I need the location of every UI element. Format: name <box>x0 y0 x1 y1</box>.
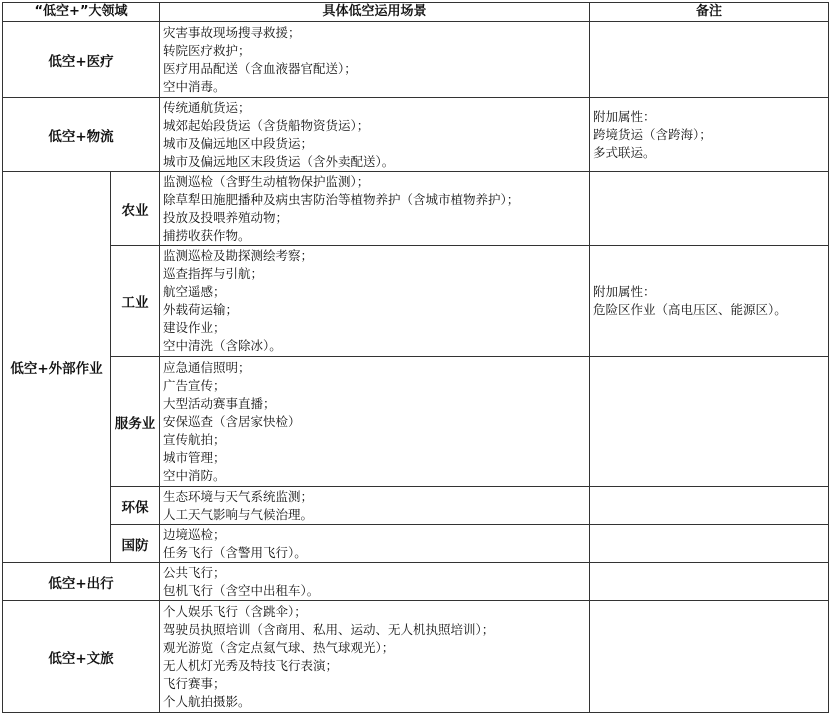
cell-line: 投放及投喂养殖动物； <box>163 209 289 225</box>
sub-agriculture: 农业 <box>111 172 160 246</box>
cell-line: 城市及偏远地区末段货运（含外卖配送）。 <box>163 153 395 169</box>
cell-line: 驾驶员执照培训（含商用、私用、运动、无人机执照培训）； <box>163 621 495 637</box>
cell-line: 转院医疗救护； <box>163 42 251 58</box>
cell-line: 空中消毒。 <box>163 78 226 94</box>
cell-line: 公共飞行； <box>163 564 226 580</box>
cell-line: 城郊起始段货运（含货船物资货运）； <box>163 117 370 133</box>
scenarios-culture <box>160 601 590 713</box>
cell-line: 宣传航拍； <box>163 431 226 447</box>
domain-travel: 低空+出行 <box>3 563 160 601</box>
notes-travel <box>590 563 829 601</box>
row-logistics <box>3 98 829 172</box>
cell-line: 任务飞行（含警用飞行）。 <box>163 544 307 560</box>
scenarios-environment <box>160 487 590 525</box>
cell-line: 广告宣传； <box>163 377 226 393</box>
cell-line: 应急通信照明； <box>163 359 251 375</box>
row-environment <box>3 487 829 525</box>
cell-line: 个人娱乐飞行（含跳伞）； <box>163 603 307 619</box>
low-altitude-scenarios-table <box>2 2 829 713</box>
notes-services <box>590 357 829 487</box>
row-services <box>3 357 829 487</box>
notes-logistics <box>590 98 829 172</box>
cell-line: 监测巡检（含野生动植物保护监测）； <box>163 173 370 189</box>
notes-environment <box>590 487 829 525</box>
row-defense <box>3 525 829 563</box>
cell-line: 无人机灯光秀及特技飞行表演； <box>163 657 339 673</box>
header-scenarios: 具体低空运用场景 <box>160 3 590 22</box>
scenarios-logistics <box>160 98 590 172</box>
cell-line: 除草犁田施肥播种及病虫害防治等植物养护（含城市植物养护）； <box>163 191 520 207</box>
notes-medical <box>590 22 829 98</box>
scenarios-defense <box>160 525 590 563</box>
cell-line: 飞行赛事； <box>163 675 226 691</box>
cell-line: 危险区作业（高电压区、能源区）。 <box>593 302 787 317</box>
scenarios-travel <box>160 563 590 601</box>
cell-line: 大型活动赛事直播； <box>163 395 276 411</box>
cell-line: 跨境货运（含跨海）； <box>593 126 712 142</box>
scenarios-services <box>160 357 590 487</box>
cell-line: 空中清洗（含除冰）。 <box>163 338 282 353</box>
cell-line: 个人航拍摄影。 <box>163 693 251 709</box>
sub-environment: 环保 <box>111 487 160 525</box>
cell-line: 附加属性： <box>593 108 656 124</box>
row-medical <box>3 22 829 98</box>
header-domain: “低空+”大领域 <box>3 3 160 22</box>
cell-line: 灾害事故现场搜寻救援； <box>163 24 301 40</box>
cell-line: 巡查指挥与引航； <box>163 266 264 281</box>
cell-line: 安保巡查（含居家快检） <box>163 413 301 429</box>
cell-line: 空中消防。 <box>163 467 226 483</box>
row-travel <box>3 563 829 601</box>
notes-industry <box>590 246 829 357</box>
notes-defense <box>590 525 829 563</box>
cell-line: 多式联运。 <box>593 144 656 160</box>
cell-line: 监测巡检及勘探测绘考察； <box>163 248 314 263</box>
row-culture <box>3 601 829 713</box>
cell-line: 医疗用品配送（含血液器官配送）； <box>163 60 357 76</box>
scenarios-industry <box>160 246 590 357</box>
cell-line: 建设作业； <box>163 320 226 335</box>
cell-line: 人工天气影响与气候治理。 <box>163 506 314 522</box>
cell-line: 城市管理； <box>163 449 226 465</box>
header-notes: 备注 <box>590 3 829 22</box>
header-row <box>3 3 829 22</box>
scenarios-agriculture <box>160 172 590 246</box>
sub-services: 服务业 <box>111 357 160 487</box>
row-industry <box>3 246 829 357</box>
cell-line: 传统通航货运； <box>163 99 251 115</box>
notes-agriculture <box>590 172 829 246</box>
sub-industry: 工业 <box>111 246 160 357</box>
domain-logistics: 低空+物流 <box>3 98 160 172</box>
cell-line: 捕捞收获作物。 <box>163 227 251 243</box>
domain-medical: 低空+医疗 <box>3 22 160 98</box>
cell-line: 观光游览（含定点氦气球、热气球观光）； <box>163 639 395 655</box>
cell-line: 边境巡检； <box>163 526 226 542</box>
cell-line: 城市及偏远地区中段货运； <box>163 135 314 151</box>
sub-defense: 国防 <box>111 525 160 563</box>
cell-line: 航空遥感； <box>163 284 226 299</box>
cell-line: 附加属性： <box>593 284 656 299</box>
row-agriculture <box>3 172 829 246</box>
domain-external: 低空+外部作业 <box>3 172 111 563</box>
cell-line: 外载荷运输； <box>163 302 239 317</box>
notes-culture <box>590 601 829 713</box>
cell-line: 包机飞行（含空中出租车）。 <box>163 582 320 598</box>
cell-line: 生态环境与天气系统监测； <box>163 488 314 504</box>
domain-culture: 低空+文旅 <box>3 601 160 713</box>
scenarios-medical <box>160 22 590 98</box>
